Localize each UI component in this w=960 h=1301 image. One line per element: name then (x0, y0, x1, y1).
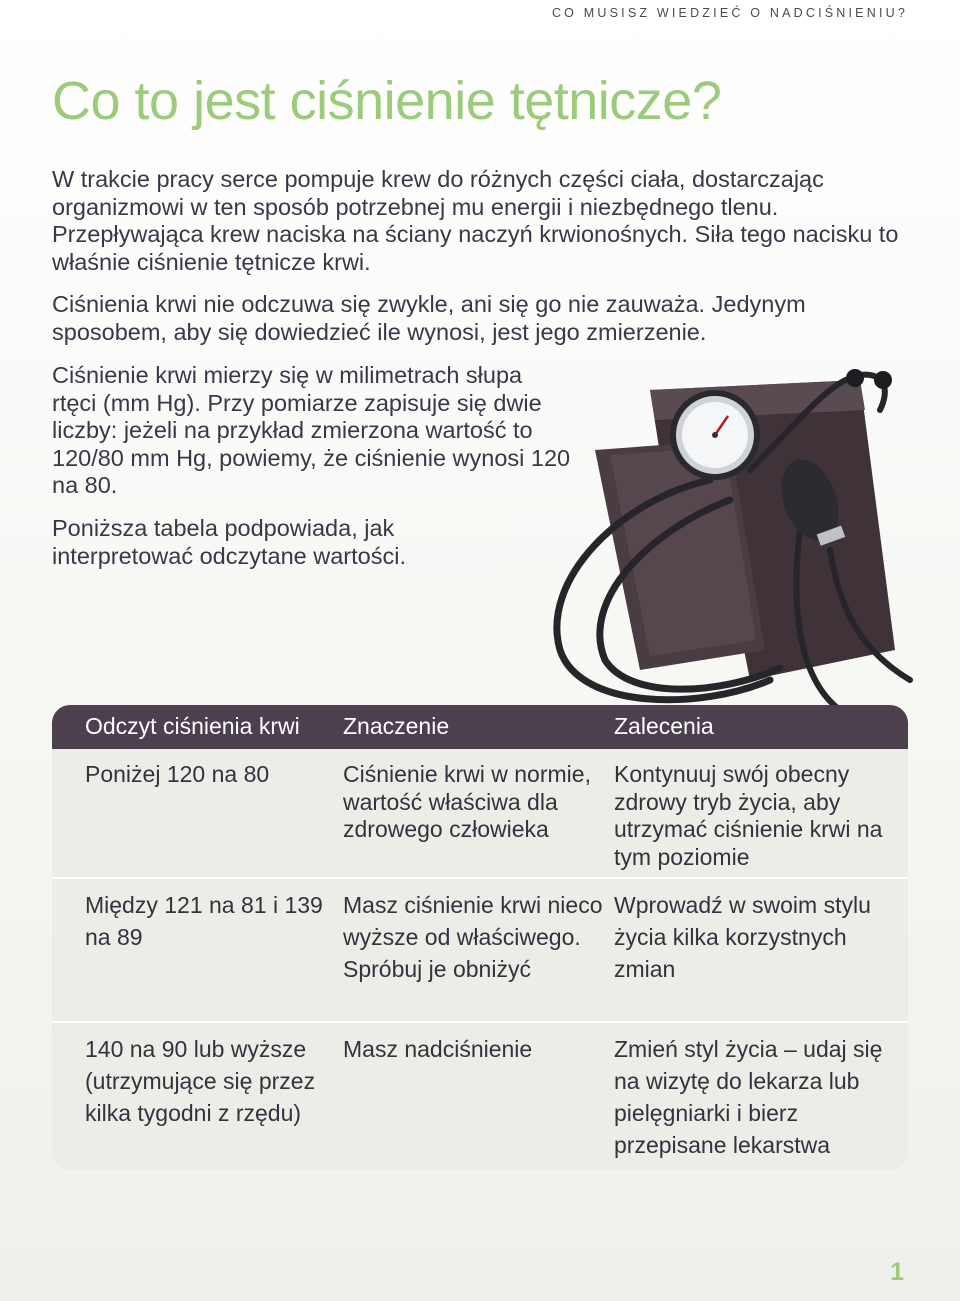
table-intro-paragraph: Poniższa tabela podpowiada, jak interpretować odczytane wartości. (52, 515, 406, 569)
earpiece-shape (874, 371, 892, 389)
meaning-cell: Masz ciśnienie krwi nieco wyższe od właściwego. Spróbuj je obniżyć (343, 892, 603, 982)
gauge-shape (673, 393, 757, 477)
table-header-recommendation: Zalecenia (614, 713, 714, 739)
table-header-meaning: Znaczenie (343, 713, 450, 739)
table-row (52, 1023, 908, 1170)
table-row (52, 879, 908, 1023)
page-title: Co to jest ciśnienie tętnicze? (52, 71, 722, 131)
page-number: 1 (890, 1258, 904, 1286)
earpiece-shape (846, 369, 864, 387)
recommendation-cell: Wprowadź w swoim stylu życia kilka korzystnych zmian (614, 892, 871, 982)
recommendation-cell: Kontynuuj swój obecny zdrowy tryb życia, aby utrzymać ciśnienie krwi na tym poziomie (614, 761, 883, 870)
table-row (52, 749, 908, 879)
blood-pressure-table (52, 705, 908, 1170)
blood-pressure-monitor-icon (500, 350, 930, 720)
reading-cell: Poniżej 120 na 80 (85, 761, 270, 787)
units-paragraph: Ciśnienie krwi mierzy się w milimetrach słupa rtęci (mm Hg). Przy pomiarze zapisuje się dwie liczby: jeżeli na przykład zmierzona wartość to 120/80 mm Hg, powiemy, że ciśnienie wynosi 120 na 80. (52, 362, 571, 498)
running-header: CO MUSISZ WIEDZIEĆ O NADCIŚNIENIU? (551, 6, 908, 20)
meaning-cell: Ciśnienie krwi w normie, wartość właściwa dla zdrowego człowieka (343, 761, 591, 842)
measurement-paragraph: Ciśnienia krwi nie odczuwa się zwykle, ani się go nie zauważa. Jedynym sposobem, aby się dowiedzieć ile wynosi, jest jego zmierzenie. (52, 291, 806, 345)
reading-cell: Między 121 na 81 i 139 na 89 (85, 892, 323, 950)
intro-paragraph: W trakcie pracy serce pompuje krew do różnych części ciała, dostarczając organizmowi w ten sposób potrzebnej mu energii i niezbędnego tlenu. Przepływająca krew naciska na ściany naczyń krwionośnych. Siła tego nacisku to właśnie ciśnienie tętnicze krwi. (52, 166, 899, 275)
recommendation-cell: Zmień styl życia – udaj się na wizytę do lekarza lub pielęgniarki i bierz przepisane lekarstwa (614, 1036, 883, 1158)
table-header-row (52, 705, 908, 749)
reading-cell: 140 na 90 lub wyższe (utrzymujące się przez kilka tygodni z rzędu) (85, 1036, 316, 1126)
table-header-reading: Odczyt ciśnienia krwi (85, 713, 300, 739)
meaning-cell: Masz nadciśnienie (343, 1036, 533, 1062)
